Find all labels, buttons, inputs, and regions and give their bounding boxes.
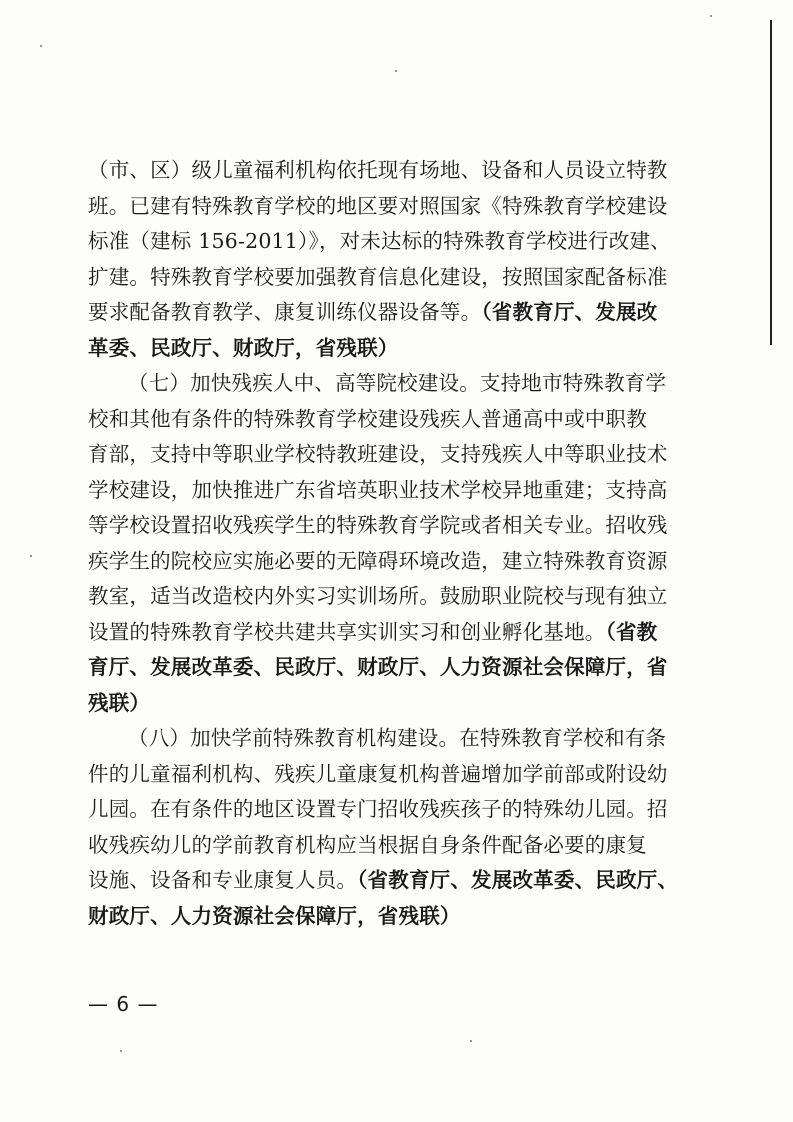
scan-speck [40,45,42,47]
text-run: （市、区）级儿童福利机构依托现有场地、设备和人员设立特教 [88,158,668,182]
bold-text-run: 残联） [88,690,151,715]
bold-text-run: （省教 [605,619,658,644]
text-line [88,862,688,898]
bold-text-run: （省教育厅、发展改革委、民政厅、 [357,868,679,892]
bold-text-run: 革委、民政厅、财政厅，省残联） [88,335,399,360]
text-line [88,330,688,366]
text-run: 件的儿童福利机构、残疾儿童康复机构普遍增加学前部或附设幼 [88,761,668,786]
text-run: 收残疾幼儿的学前教育机构应当根据自身条件配备必要的康复 [88,832,647,857]
text-run: 育部，支持中等职业学校特教班建设，支持残疾人中等职业技术 [88,442,668,466]
text-run: （八）加快学前特殊教育机构建设。 [128,726,460,750]
scan-speck [30,555,32,557]
bold-text-run: （省教育厅、发展改 [481,300,658,324]
text-line [88,152,688,188]
scan-speck [120,1050,122,1052]
bold-text-run: 育厅、发展改革委、民政厅、财政厅、人力资源社会保障厅，省 [88,655,668,679]
text-line [88,685,688,721]
text-run: 要求配备教育教学、康复训练仪器设备等。 [88,300,482,324]
scan-speck [710,15,712,17]
text-line [88,614,688,650]
text-line [88,507,688,543]
text-line [88,294,688,330]
text-line [88,827,688,863]
text-run: 支持地市特殊教育学 [479,371,667,395]
text-run: 教室，适当改造校内外实习实训场所。鼓励职业院校与现有独立 [88,584,668,608]
text-run: 学校建设，加快推进广东省培英职业技术学校异地重建；支持高 [88,477,668,502]
text-line [88,791,688,827]
text-line [88,543,688,579]
text-line [88,401,688,437]
binding-rule [770,20,772,345]
text-line [88,898,688,934]
text-line [88,259,688,295]
scan-speck [470,1040,472,1042]
text-line [88,223,688,259]
text-run: 班。已建有特殊教育学校的地区要对照国家《特殊教育学校建设 [88,193,668,218]
text-line [88,436,688,472]
text-line [128,720,688,756]
text-run: 等学校设置招收残疾学生的特殊教育学院或者相关专业。招收残 [88,513,668,537]
text-run: 儿园。在有条件的地区设置专门招收残疾孩子的特殊幼儿园。招 [88,797,668,821]
text-run: 校和其他有条件的特殊教育学校建设残疾人普通高中或中职教 [88,406,647,431]
scan-speck [395,70,397,72]
page-number: — 6 — [88,992,159,1016]
text-run: 扩建。特殊教育学校要加强教育信息化建设，按照国家配备标准 [88,264,668,289]
text-run: （七）加快残疾人中、高等院校建设。 [128,371,480,395]
bold-text-run: 财政厅、人力资源社会保障厅，省残联） [88,903,461,928]
text-run: 疾学生的院校应实施必要的无障碍环境改造，建立特殊教育资源 [88,548,668,573]
text-line [128,365,688,401]
text-run: 设施、设备和专业康复人员。 [88,868,358,892]
text-line [88,756,688,792]
text-line [88,578,688,614]
text-line [88,188,688,224]
text-run: 在特殊教育学校和有条 [459,726,667,750]
text-run: 设置的特殊教育学校共建共享实训实习和创业孵化基地。 [88,619,606,644]
text-line [88,649,688,685]
text-run: 标准（建标 156-2011）》，对未达标的特殊教育学校进行改建、 [88,229,671,253]
text-line [88,472,688,508]
